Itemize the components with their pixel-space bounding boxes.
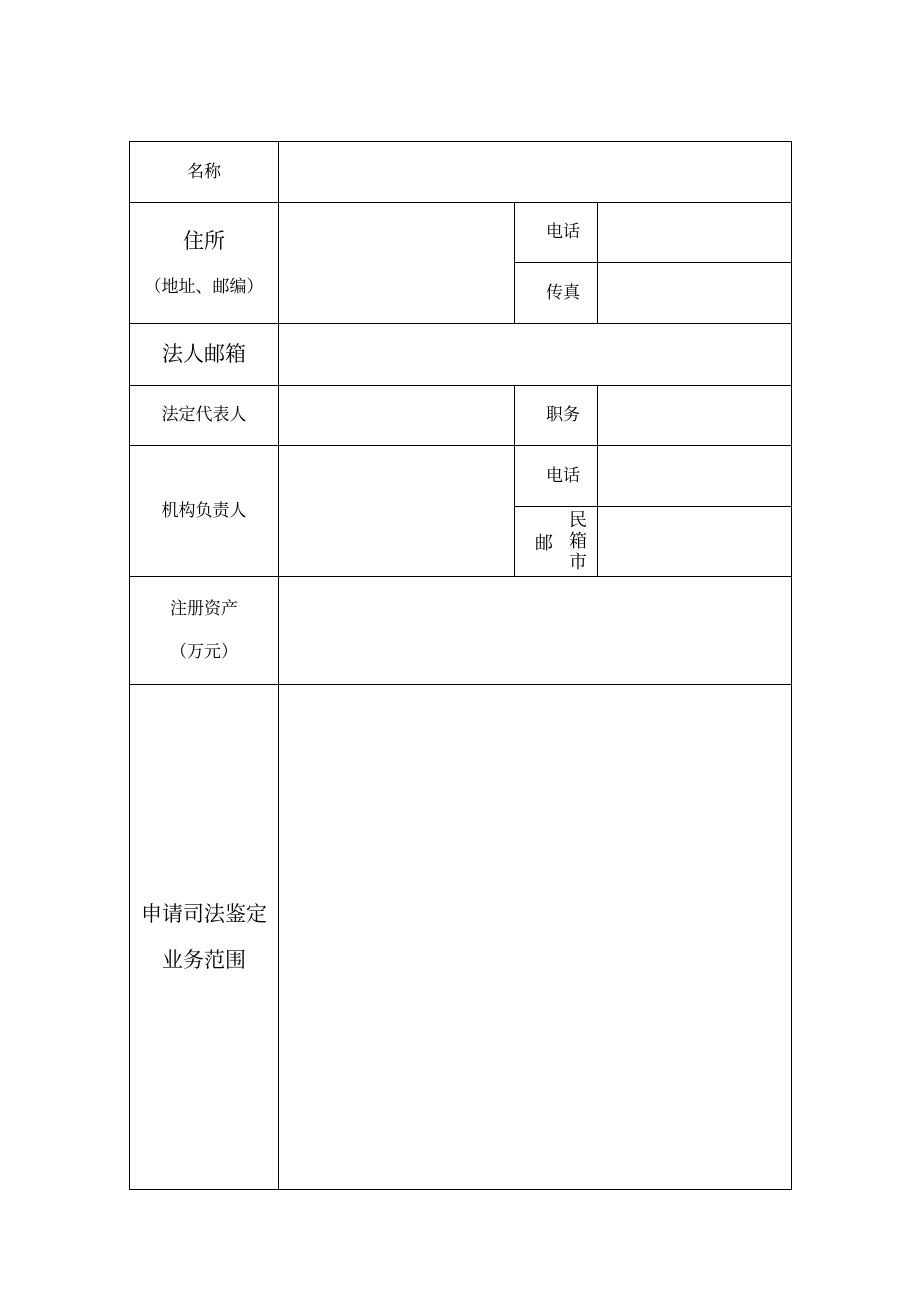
address-label-main: 住所 <box>183 228 225 253</box>
legal-email-label: 法人邮箱 <box>162 341 246 366</box>
address-value-cell[interactable] <box>279 203 515 324</box>
legal-rep-label-cell <box>130 386 279 446</box>
name-value-cell[interactable] <box>279 142 792 203</box>
address-label-sub: （地址、邮编） <box>144 277 264 298</box>
fax-label: 传真 <box>546 282 580 303</box>
capital-label-cell <box>130 577 279 685</box>
fax-value-cell[interactable] <box>598 263 792 324</box>
head-phone-label: 电话 <box>546 465 580 486</box>
name-label: 名称 <box>187 161 221 182</box>
scope-label-cell <box>130 685 279 1190</box>
head-value-cell[interactable] <box>279 446 515 577</box>
capital-label-main: 注册资产 <box>170 598 238 619</box>
head-email-label-cell <box>515 507 598 577</box>
scope-value-cell[interactable] <box>279 685 792 1190</box>
position-label-cell <box>515 386 598 446</box>
head-label: 机构负责人 <box>161 500 247 521</box>
fax-label-cell <box>515 263 598 324</box>
scope-label-line2: 业务范围 <box>162 948 246 972</box>
capital-label-sub: （万元） <box>170 642 238 663</box>
legal-email-label-cell <box>130 324 279 386</box>
phone-label: 电话 <box>546 222 580 243</box>
row-legal-rep <box>130 386 792 446</box>
legal-rep-label: 法定代表人 <box>161 405 247 426</box>
head-email-label-main: 邮 <box>535 533 553 554</box>
head-phone-value-cell[interactable] <box>598 446 792 507</box>
row-capital <box>130 577 792 685</box>
application-form-table <box>129 141 792 1190</box>
scope-label-line1: 申请司法鉴定 <box>141 902 267 926</box>
row-head-phone <box>130 446 792 507</box>
head-email-value-cell[interactable] <box>598 507 792 577</box>
head-email-label-column: 民 箱 市 <box>569 510 587 573</box>
head-phone-label-cell <box>515 446 598 507</box>
row-scope <box>130 685 792 1190</box>
position-value-cell[interactable] <box>598 386 792 446</box>
legal-rep-value-cell[interactable] <box>279 386 515 446</box>
legal-email-value-cell[interactable] <box>279 324 792 386</box>
row-name <box>130 142 792 203</box>
address-label-cell <box>130 203 279 324</box>
capital-value-cell[interactable] <box>279 577 792 685</box>
phone-label-cell <box>515 203 598 263</box>
position-label: 职务 <box>546 405 580 426</box>
row-legal-email <box>130 324 792 386</box>
name-label-cell <box>130 142 279 203</box>
phone-value-cell[interactable] <box>598 203 792 263</box>
head-label-cell <box>130 446 279 577</box>
row-address-phone <box>130 203 792 263</box>
